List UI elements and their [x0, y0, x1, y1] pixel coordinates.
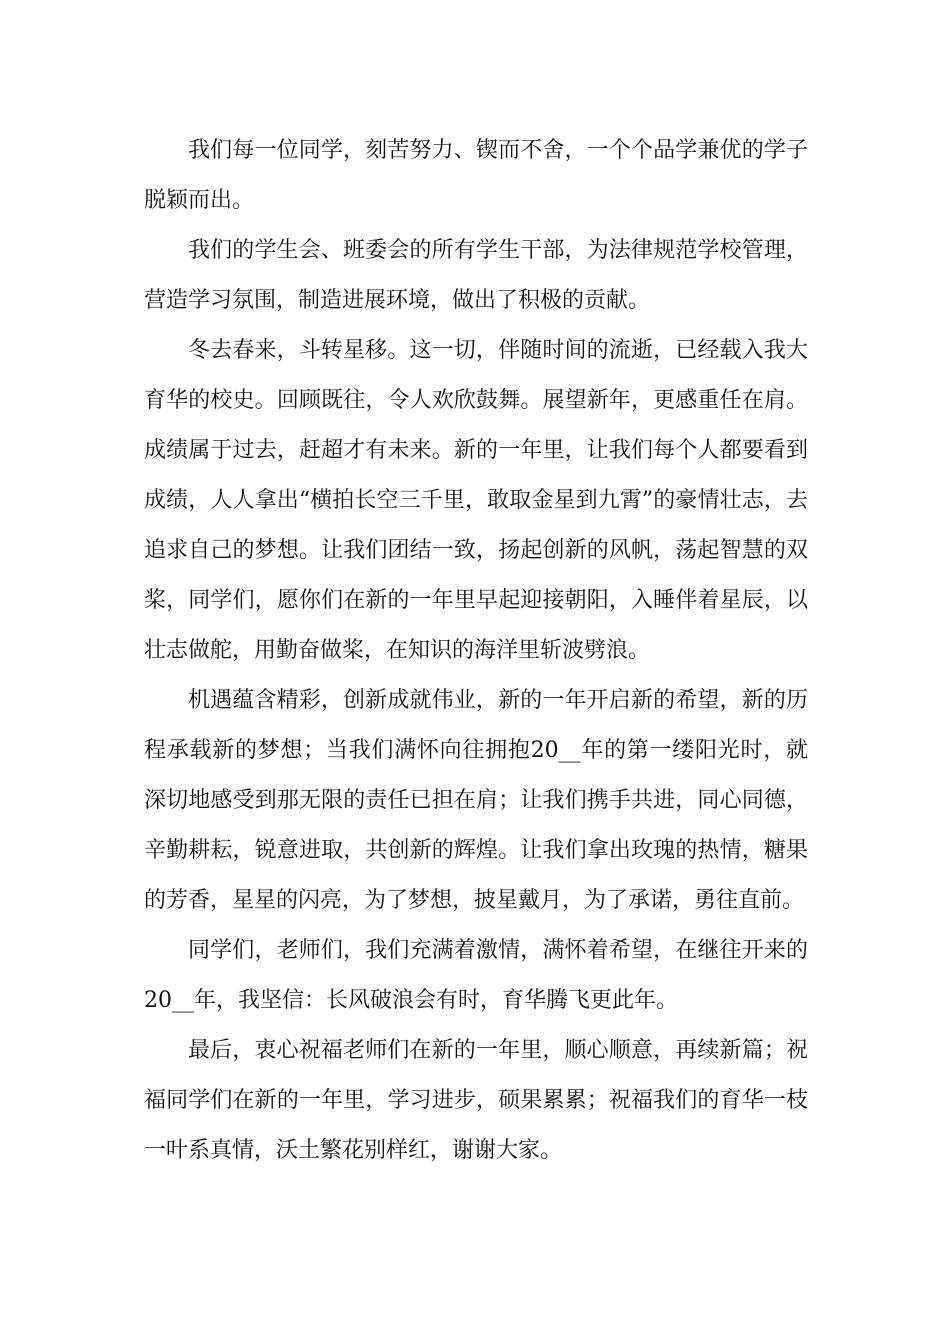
paragraph-4: 机遇蕴含精彩，创新成就伟业，新的一年开启新的希望，新的历程承载新的梦想；当我们满怀向往拥抱20__年的第一缕阳光时，就深切地感受到那无限的责任已担在肩；让我们携手共进，同心同德，辛勤耕耘，锐意进取，共创新的辉煌。让我们拿出玫瑰的热情，糖果的芳香，星星的闪亮，为了梦想，披星戴月，为了承诺，勇往直前。 — [144, 688, 808, 913]
paragraph-1: 我们每一位同学，刻苦努力、锲而不舍，一个个品学兼优的学子脱颖而出。 — [144, 138, 808, 213]
paragraph-5: 同学们，老师们，我们充满着激情，满怀着希望，在继往开来的20__年，我坚信：长风破浪会有时，育华腾飞更此年。 — [144, 938, 808, 1013]
paragraph-2: 我们的学生会、班委会的所有学生干部，为法律规范学校管理，营造学习氛围，制造进展环境，做出了积极的贡献。 — [144, 238, 808, 313]
document-body — [144, 126, 808, 1176]
paragraph-6: 最后，衷心祝福老师们在新的一年里，顺心顺意，再续新篇；祝福同学们在新的一年里，学习进步，硕果累累；祝福我们的育华一枝一叶系真情，沃土繁花别样红，谢谢大家。 — [144, 1038, 808, 1163]
paragraph-3: 冬去春来，斗转星移。这一切，伴随时间的流逝，已经载入我大育华的校史。回顾既往，令人欢欣鼓舞。展望新年，更感重任在肩。成绩属于过去，赶超才有未来。新的一年里，让我们每个人都要看到成绩，人人拿出“横拍长空三千里，敢取金星到九霄”的豪情壮志，去追求自己的梦想。让我们团结一致，扬起创新的风帆，荡起智慧的双桨，同学们，愿你们在新的一年里早起迎接朝阳，入睡伴着星辰，以壮志做舵，用勤奋做桨，在知识的海洋里斩波劈浪。 — [144, 338, 808, 663]
